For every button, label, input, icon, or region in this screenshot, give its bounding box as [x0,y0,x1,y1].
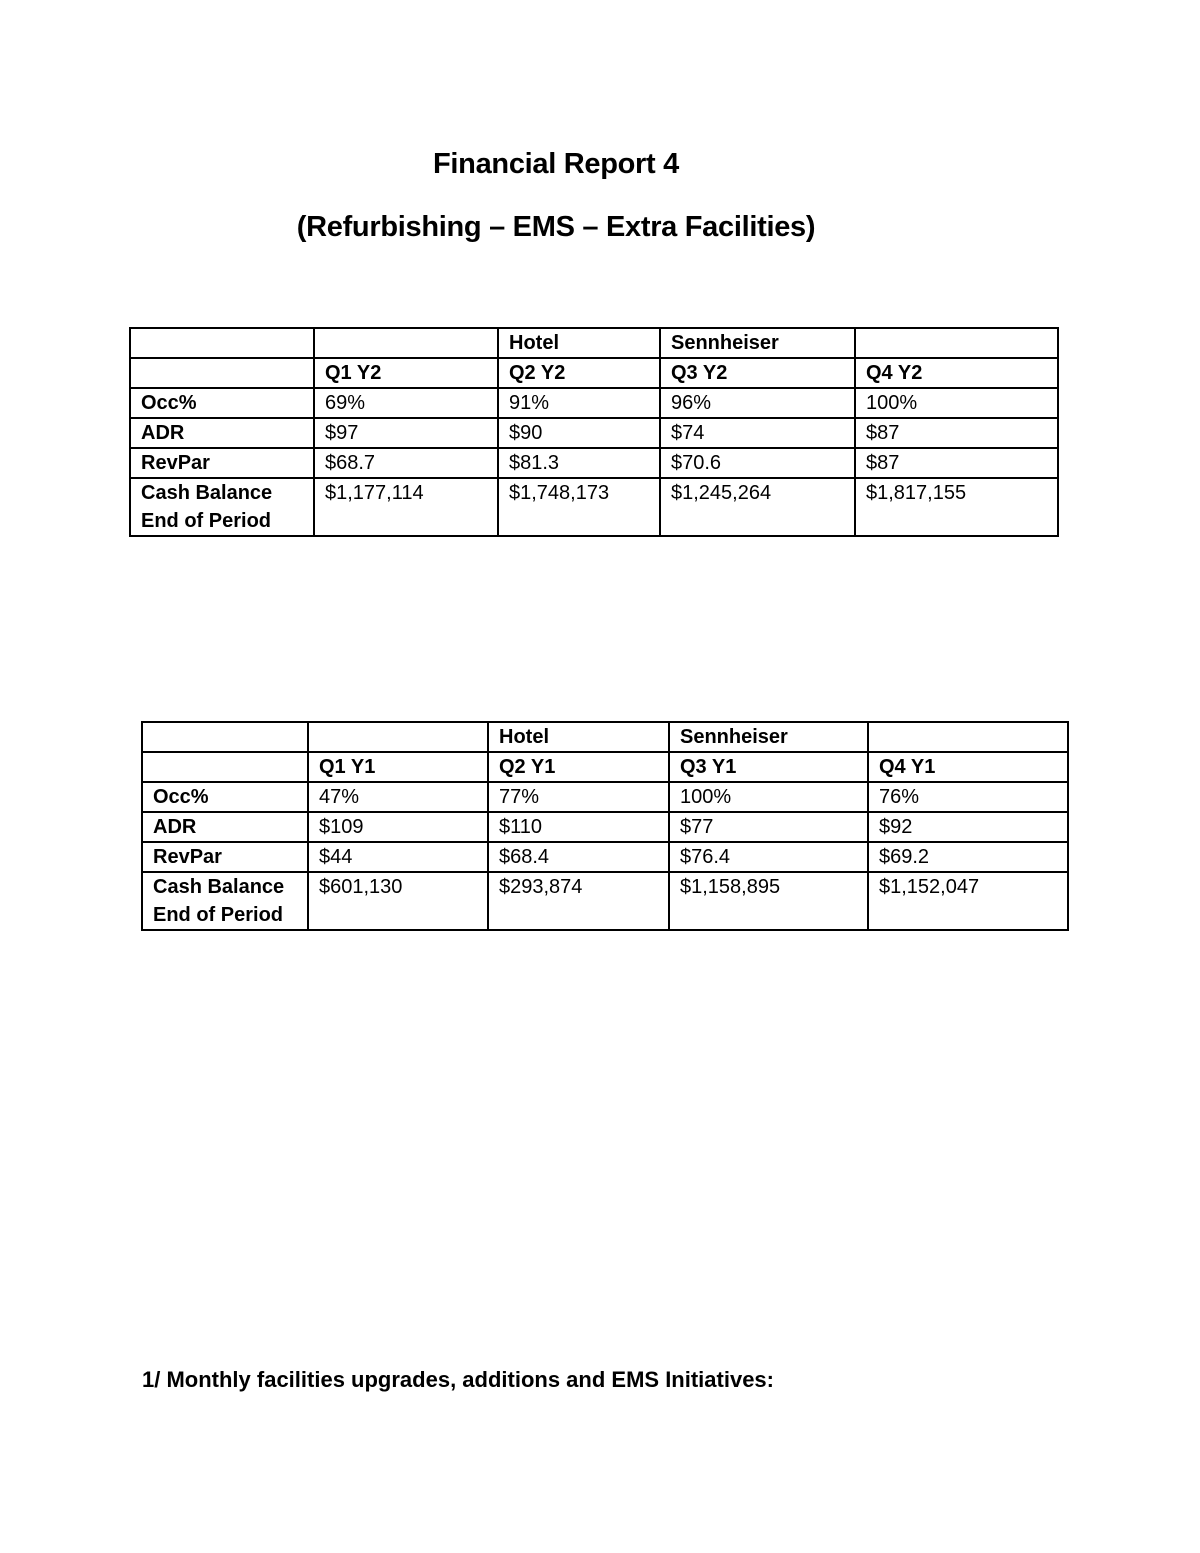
report-title: Financial Report 4 [433,148,679,180]
value-cell: $1,152,047 [868,872,1068,930]
group-label-cell [314,328,498,358]
value-cell: $601,130 [308,872,488,930]
row-label-line: End of Period [153,904,283,926]
row-label [130,478,314,536]
quarter-header: Q3 Y1 [669,752,868,782]
value-cell: $1,817,155 [855,478,1058,536]
quarter-header-row [130,358,1058,388]
group-label-cell [868,722,1068,752]
quarter-header: Q4 Y1 [868,752,1068,782]
group-label-cell [142,722,308,752]
group-label-cell [130,328,314,358]
quarter-header-row [142,752,1068,782]
quarter-header: Q3 Y2 [660,358,855,388]
value-cell: 76% [868,782,1068,812]
group-label-sennheiser: Sennheiser [669,722,868,752]
value-cell: $70.6 [660,448,855,478]
report-subtitle: (Refurbishing – EMS – Extra Facilities) [296,211,816,243]
value-cell: $1,158,895 [669,872,868,930]
value-cell: $1,177,114 [314,478,498,536]
table-row-revpar [142,842,1068,872]
value-cell: $74 [660,418,855,448]
quarter-header: Q4 Y2 [855,358,1058,388]
value-cell: $1,245,264 [660,478,855,536]
value-cell: $90 [498,418,660,448]
row-label: RevPar [142,842,308,872]
value-cell: $109 [308,812,488,842]
table-row-occ [142,782,1068,812]
corner-cell [130,358,314,388]
row-label-line: End of Period [141,510,271,532]
value-cell: $1,748,173 [498,478,660,536]
value-cell: $68.4 [488,842,669,872]
value-cell: $293,874 [488,872,669,930]
corner-cell [142,752,308,782]
value-cell: $81.3 [498,448,660,478]
group-label-hotel: Hotel [488,722,669,752]
group-header-row [130,328,1058,358]
value-cell: $68.7 [314,448,498,478]
value-cell: $69.2 [868,842,1068,872]
table-row-adr [142,812,1068,842]
financial-table-y1 [141,721,1069,931]
value-cell: $92 [868,812,1068,842]
row-label: ADR [130,418,314,448]
row-label: RevPar [130,448,314,478]
value-cell: $87 [855,448,1058,478]
value-cell: 96% [660,388,855,418]
table-row-occ [130,388,1058,418]
value-cell: $97 [314,418,498,448]
row-label-line: Cash Balance [153,876,285,898]
section-heading: 1/ Monthly facilities upgrades, additions and EMS Initiatives: [142,1367,774,1392]
value-cell: $110 [488,812,669,842]
table-row-adr [130,418,1058,448]
value-cell: $77 [669,812,868,842]
row-label [142,872,308,930]
group-label-cell [308,722,488,752]
group-label-hotel: Hotel [498,328,660,358]
quarter-header: Q2 Y2 [498,358,660,388]
table-row-cash-balance [142,872,1068,930]
value-cell: $87 [855,418,1058,448]
row-label: ADR [142,812,308,842]
value-cell: 77% [488,782,669,812]
value-cell: $44 [308,842,488,872]
value-cell: 100% [669,782,868,812]
table-row-cash-balance [130,478,1058,536]
quarter-header: Q2 Y1 [488,752,669,782]
value-cell: 47% [308,782,488,812]
row-label: Occ% [142,782,308,812]
quarter-header: Q1 Y2 [314,358,498,388]
row-label: Occ% [130,388,314,418]
row-label-line: Cash Balance [141,482,273,504]
group-header-row [142,722,1068,752]
financial-table-y2 [129,327,1059,537]
value-cell: $76.4 [669,842,868,872]
value-cell: 100% [855,388,1058,418]
quarter-header: Q1 Y1 [308,752,488,782]
group-label-cell [855,328,1058,358]
group-label-sennheiser: Sennheiser [660,328,855,358]
table-row-revpar [130,448,1058,478]
value-cell: 91% [498,388,660,418]
value-cell: 69% [314,388,498,418]
